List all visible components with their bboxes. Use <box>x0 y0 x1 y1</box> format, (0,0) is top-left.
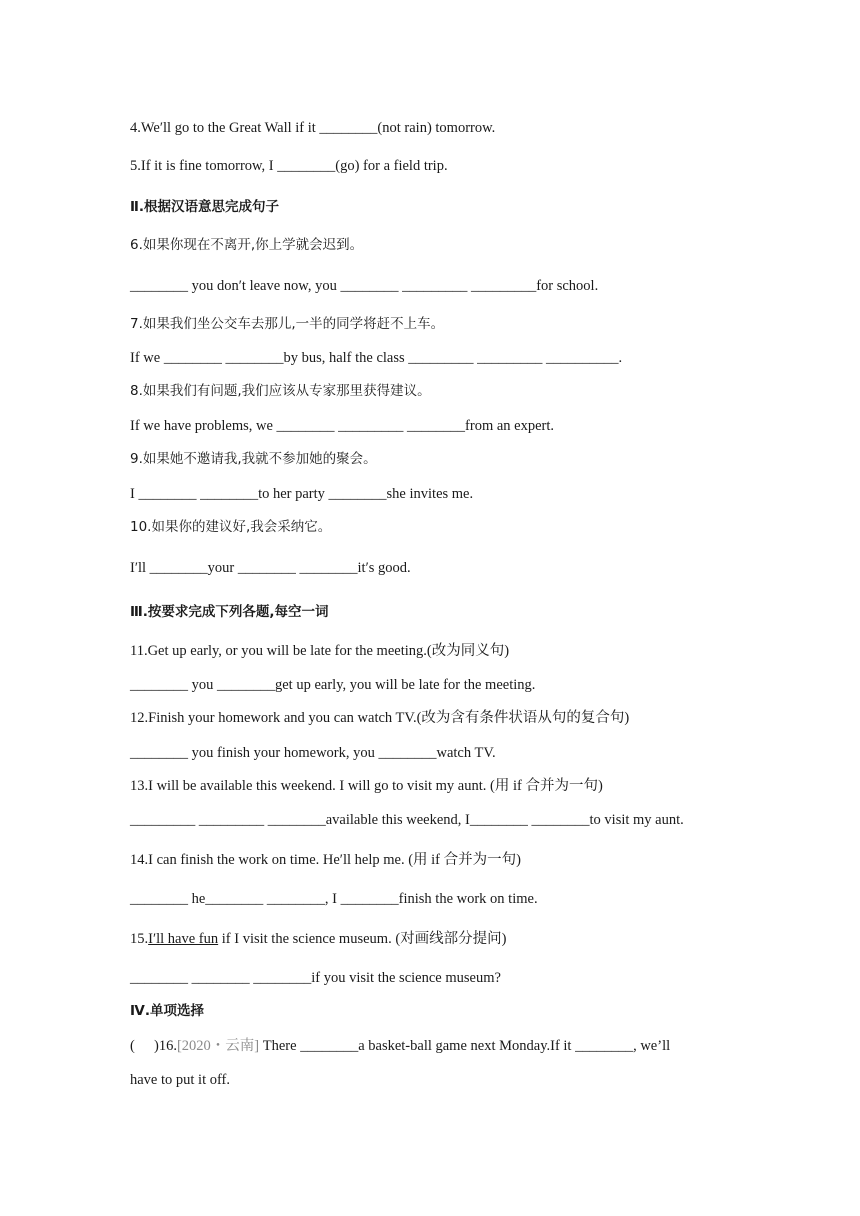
section-3-heading: Ⅲ.按要求完成下列各题,每空一词 <box>130 604 329 620</box>
question-8-answer: If we have problems, we ________ _________ ________from an expert. <box>130 418 555 434</box>
question-12-prompt: 12.Finish your homework and you can watch TV.(改为含有条件状语从句的复合句) <box>130 710 630 726</box>
question-15-rest: if I visit the science museum. (对画线部分提问) <box>218 931 507 947</box>
question-7-prompt: 7.如果我们坐公交车去那儿,一半的同学将赶不上车。 <box>130 316 445 332</box>
question-10-answer: I′ll ________your ________ ________it′s good. <box>130 560 411 576</box>
question-15-prompt <box>130 930 506 948</box>
answer-paren-open: ( <box>130 1038 135 1054</box>
question-9-prompt: 9.如果她不邀请我,我就不参加她的聚会。 <box>130 451 377 467</box>
question-16-continuation: have to put it off. <box>130 1072 231 1088</box>
question-10-prompt: 10.如果你的建议好,我会采纳它。 <box>130 519 332 535</box>
question-13-answer: _________ _________ ________available this weekend, I________ ________to visit my aunt. <box>130 812 684 828</box>
question-13-prompt: 13.I will be available this weekend. I will go to visit my aunt. (用 if 合并为一句) <box>130 778 603 794</box>
underlined-phrase: I′ll have fun <box>148 931 219 947</box>
question-12-answer: ________ you finish your homework, you ________watch TV. <box>130 745 496 761</box>
question-9-answer: I ________ ________to her party ________she invites me. <box>130 486 474 502</box>
question-15-answer: ________ ________ ________if you visit the science museum? <box>130 970 501 986</box>
question-7-answer: If we ________ ________by bus, half the class _________ _________ __________. <box>130 350 623 366</box>
question-6-answer: ________ you don′t leave now, you ________ _________ _________for school. <box>130 278 599 294</box>
section-4-heading: Ⅳ.单项选择 <box>130 1003 204 1019</box>
question-4: 4.We′ll go to the Great Wall if it ________(not rain) tomorrow. <box>130 120 496 136</box>
section-2-heading: Ⅱ.根据汉语意思完成句子 <box>130 199 280 215</box>
question-16-stem <box>130 1037 670 1055</box>
source-tag: [2020・云南] <box>176 1038 260 1054</box>
question-6-prompt: 6.如果你现在不离开,你上学就会迟到。 <box>130 237 364 253</box>
question-15-number: 15. <box>130 931 149 947</box>
question-16-text: There ________a basket-ball game next Monday.If it ________, we’ll <box>259 1038 671 1054</box>
question-11-prompt: 11.Get up early, or you will be late for the meeting.(改为同义句) <box>130 643 510 659</box>
question-14-prompt: 14.I can finish the work on time. He′ll help me. (用 if 合并为一句) <box>130 852 521 868</box>
question-5: 5.If it is fine tomorrow, I ________(go) for a field trip. <box>130 158 448 174</box>
question-8-prompt: 8.如果我们有问题,我们应该从专家那里获得建议。 <box>130 383 431 399</box>
answer-paren-close: )16. <box>154 1038 177 1054</box>
question-11-answer: ________ you ________get up early, you will be late for the meeting. <box>130 677 536 693</box>
question-14-answer: ________ he________ ________, I ________finish the work on time. <box>130 891 538 907</box>
